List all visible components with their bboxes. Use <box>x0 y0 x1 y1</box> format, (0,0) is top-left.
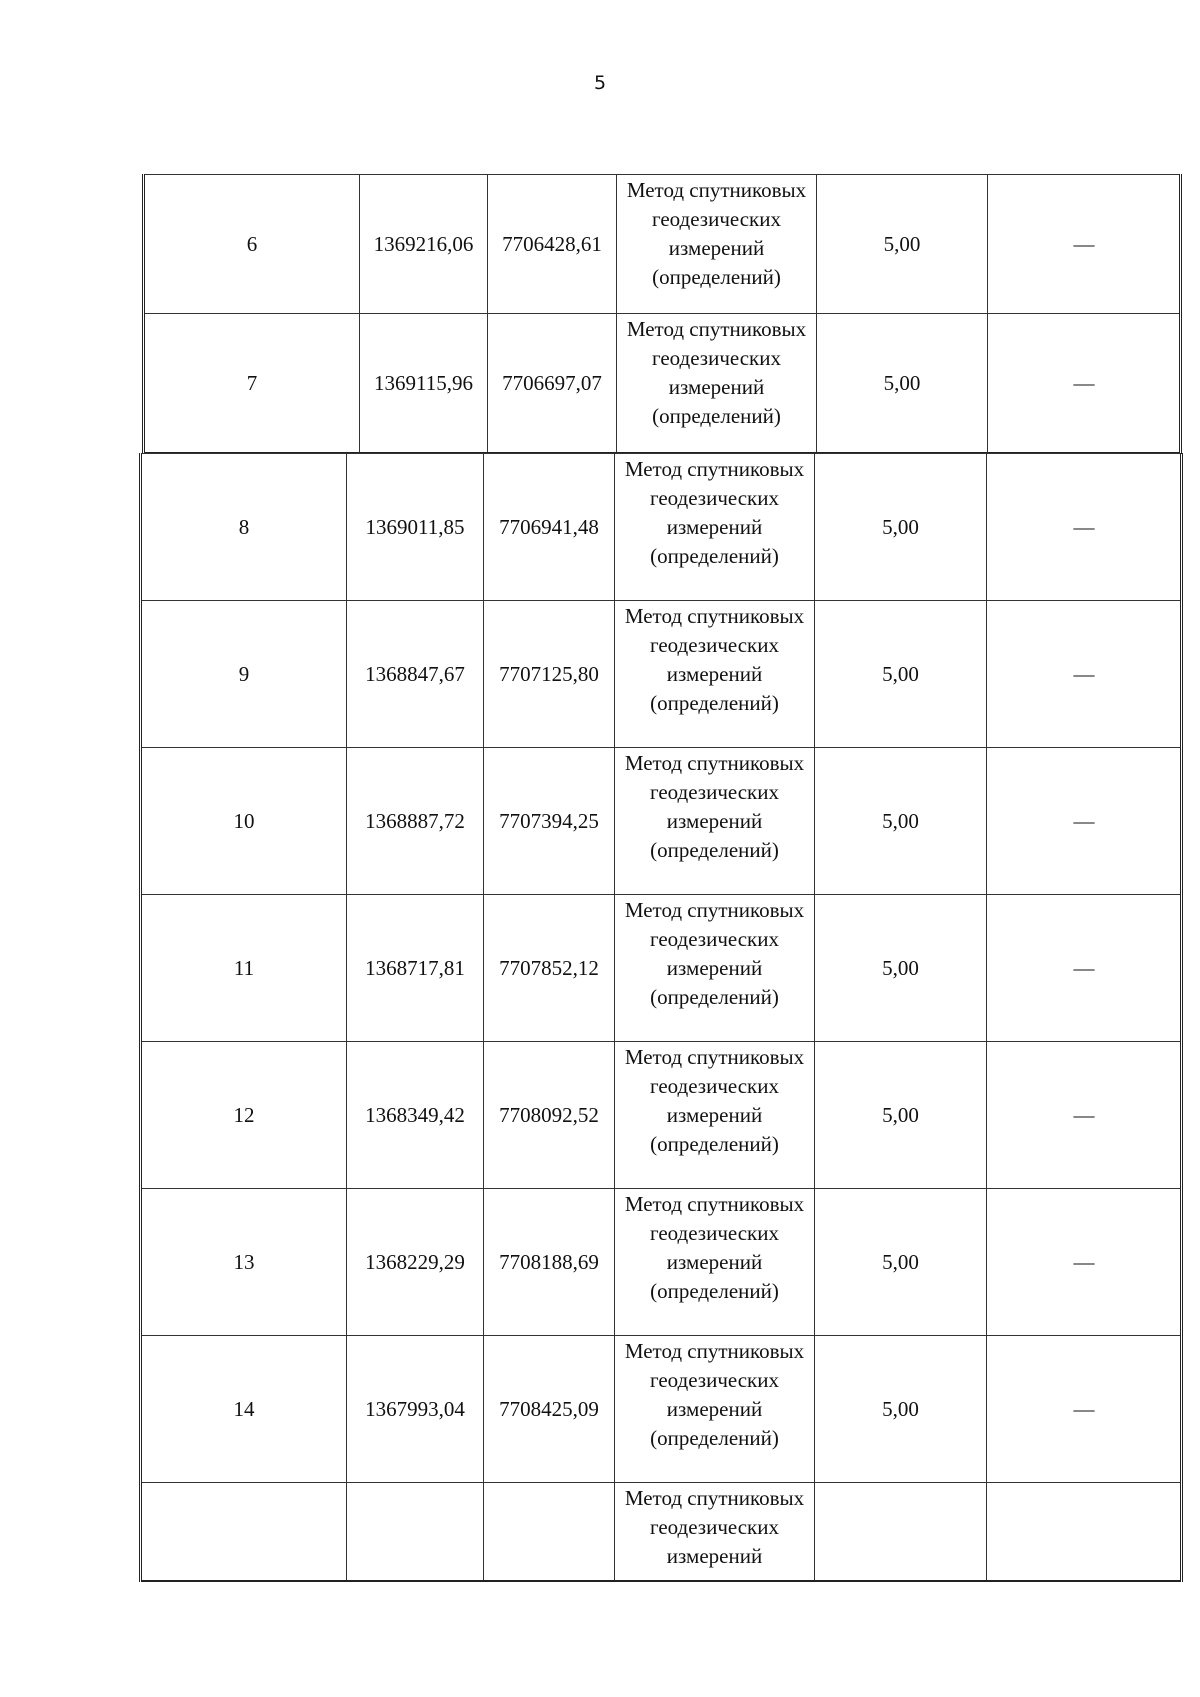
y-coordinate-cell: 7708425,09 <box>484 1336 615 1483</box>
point-number-cell: 10 <box>141 748 347 895</box>
method-line: Метод спутниковых <box>624 1045 805 1069</box>
accuracy-cell <box>815 1483 987 1582</box>
y-coordinate-cell: 7708092,52 <box>484 1042 615 1189</box>
method-line: геодезических <box>649 486 779 510</box>
method-line: (определений) <box>652 404 781 428</box>
point-number-cell: 13 <box>141 1189 347 1336</box>
table-body-lower <box>141 454 1182 1582</box>
method-line: (определений) <box>650 1426 779 1450</box>
table-row <box>141 601 1182 748</box>
method-line: Метод спутниковых <box>624 1339 805 1363</box>
point-number-cell: 11 <box>141 895 347 1042</box>
method-line: (определений) <box>650 985 779 1009</box>
table-row <box>141 895 1182 1042</box>
x-coordinate-cell: 1369216,06 <box>360 175 488 314</box>
note-cell: — <box>987 601 1182 748</box>
table-body-upper <box>144 175 1181 454</box>
point-number-cell <box>141 1483 347 1582</box>
method-line: измерений <box>666 809 763 833</box>
method-line: Метод спутниковых <box>624 457 805 481</box>
accuracy-cell: 5,00 <box>817 314 988 454</box>
method-line: (определений) <box>652 265 781 289</box>
table-row <box>141 1189 1182 1336</box>
accuracy-cell: 5,00 <box>815 1189 987 1336</box>
method-line: Метод спутниковых <box>626 178 807 202</box>
method-line: измерений <box>666 1250 763 1274</box>
x-coordinate-cell: 1368717,81 <box>347 895 484 1042</box>
method-line: измерений <box>666 1544 763 1568</box>
x-coordinate-cell: 1369011,85 <box>347 454 484 601</box>
method-line: измерений <box>666 1103 763 1127</box>
method-line: геодезических <box>649 780 779 804</box>
table-row <box>141 1042 1182 1189</box>
method-line: геодезических <box>649 927 779 951</box>
x-coordinate-cell: 1368229,29 <box>347 1189 484 1336</box>
note-cell: — <box>987 1042 1182 1189</box>
x-coordinate-cell: 1367993,04 <box>347 1336 484 1483</box>
method-line: измерений <box>666 662 763 686</box>
x-coordinate-cell: 1368349,42 <box>347 1042 484 1189</box>
method-cell <box>615 454 815 601</box>
method-cell <box>615 601 815 748</box>
note-cell: — <box>988 314 1181 454</box>
page-number: 5 <box>593 72 607 94</box>
method-line: (определений) <box>650 691 779 715</box>
method-line: (определений) <box>650 544 779 568</box>
accuracy-cell: 5,00 <box>815 601 987 748</box>
accuracy-cell: 5,00 <box>817 175 988 314</box>
point-number-cell: 7 <box>144 314 360 454</box>
method-line: геодезических <box>649 1368 779 1392</box>
method-cell <box>617 314 817 454</box>
method-line: геодезических <box>651 207 781 231</box>
method-line: измерений <box>666 956 763 980</box>
note-cell <box>987 1483 1182 1582</box>
method-cell <box>615 1189 815 1336</box>
method-line: Метод спутниковых <box>624 1192 805 1216</box>
method-line: Метод спутниковых <box>624 1486 805 1510</box>
method-cell <box>615 895 815 1042</box>
x-coordinate-cell: 1368847,67 <box>347 601 484 748</box>
accuracy-cell: 5,00 <box>815 1042 987 1189</box>
x-coordinate-cell: 1368887,72 <box>347 748 484 895</box>
method-line: (определений) <box>650 838 779 862</box>
note-cell: — <box>988 175 1181 314</box>
table-row <box>141 748 1182 895</box>
method-line: Метод спутниковых <box>626 317 807 341</box>
coordinates-table-upper <box>142 174 1182 454</box>
accuracy-cell: 5,00 <box>815 895 987 1042</box>
method-line: Метод спутниковых <box>624 751 805 775</box>
method-line: геодезических <box>649 1221 779 1245</box>
table-row-partial <box>141 1483 1182 1582</box>
note-cell: — <box>987 1336 1182 1483</box>
coordinates-table-lower <box>139 453 1183 1582</box>
table-row <box>144 175 1181 314</box>
y-coordinate-cell: 7706941,48 <box>484 454 615 601</box>
method-cell <box>615 1336 815 1483</box>
method-line: измерений <box>668 236 765 260</box>
method-cell <box>615 748 815 895</box>
y-coordinate-cell: 7707125,80 <box>484 601 615 748</box>
table-row <box>141 454 1182 601</box>
x-coordinate-cell <box>347 1483 484 1582</box>
method-cell <box>617 175 817 314</box>
method-line: геодезических <box>649 633 779 657</box>
method-line: (определений) <box>650 1132 779 1156</box>
point-number-cell: 9 <box>141 601 347 748</box>
note-cell: — <box>987 1189 1182 1336</box>
table-row <box>141 1336 1182 1483</box>
method-line: Метод спутниковых <box>624 898 805 922</box>
point-number-cell: 6 <box>144 175 360 314</box>
y-coordinate-cell: 7706428,61 <box>488 175 617 314</box>
y-coordinate-cell <box>484 1483 615 1582</box>
table-row <box>144 314 1181 454</box>
accuracy-cell: 5,00 <box>815 454 987 601</box>
method-line: (определений) <box>650 1279 779 1303</box>
x-coordinate-cell: 1369115,96 <box>360 314 488 454</box>
method-line: измерений <box>668 375 765 399</box>
accuracy-cell: 5,00 <box>815 748 987 895</box>
y-coordinate-cell: 7708188,69 <box>484 1189 615 1336</box>
method-line: геодезических <box>649 1515 779 1539</box>
method-cell <box>615 1483 815 1582</box>
method-line: Метод спутниковых <box>624 604 805 628</box>
note-cell: — <box>987 895 1182 1042</box>
method-line: геодезических <box>651 346 781 370</box>
point-number-cell: 8 <box>141 454 347 601</box>
method-line: измерений <box>666 515 763 539</box>
y-coordinate-cell: 7706697,07 <box>488 314 617 454</box>
y-coordinate-cell: 7707394,25 <box>484 748 615 895</box>
y-coordinate-cell: 7707852,12 <box>484 895 615 1042</box>
method-cell <box>615 1042 815 1189</box>
note-cell: — <box>987 748 1182 895</box>
note-cell: — <box>987 454 1182 601</box>
method-line: геодезических <box>649 1074 779 1098</box>
accuracy-cell: 5,00 <box>815 1336 987 1483</box>
method-line: измерений <box>666 1397 763 1421</box>
point-number-cell: 12 <box>141 1042 347 1189</box>
point-number-cell: 14 <box>141 1336 347 1483</box>
